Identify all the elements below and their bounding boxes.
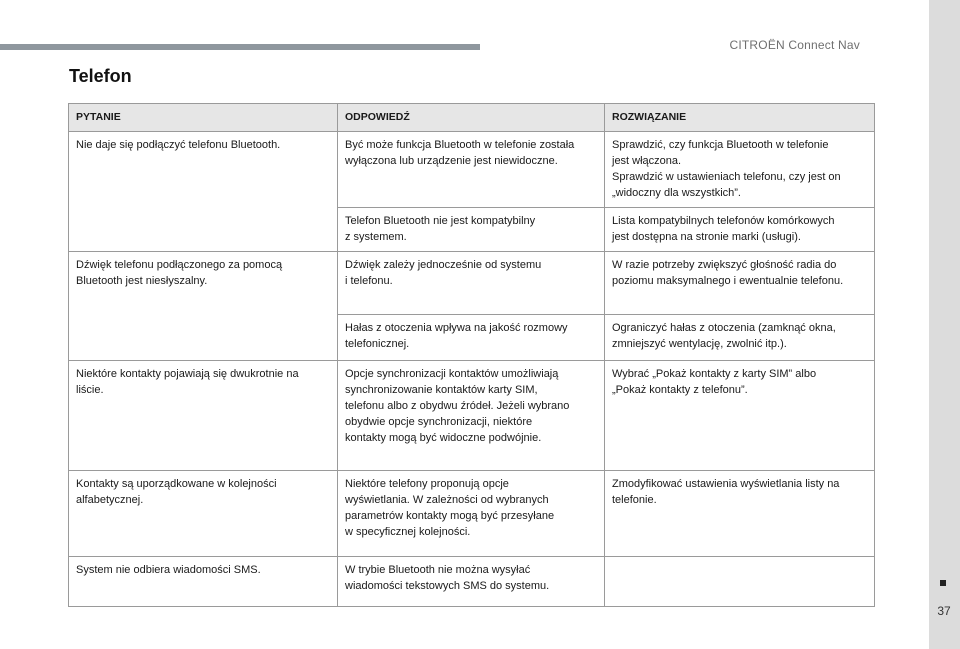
solution-cell bbox=[605, 315, 875, 361]
question-cell bbox=[69, 471, 338, 557]
page-marker-icon bbox=[940, 580, 946, 586]
solution-cell bbox=[605, 252, 875, 315]
question-line: Kontakty są uporządkowane w kolejności bbox=[76, 478, 277, 490]
table-row bbox=[69, 252, 875, 315]
question-line: System nie odbiera wiadomości SMS. bbox=[76, 564, 261, 576]
answer-line: obydwie opcje synchronizacji, niektóre bbox=[345, 416, 533, 428]
solution-line: Sprawdzić w ustawieniach telefonu, czy jest on bbox=[612, 171, 841, 183]
answer-line: z systemem. bbox=[345, 231, 407, 243]
answer-cell bbox=[338, 557, 605, 607]
solution-cell bbox=[605, 471, 875, 557]
solution-line: „widoczny dla wszystkich”. bbox=[612, 187, 741, 199]
solution-cell bbox=[605, 208, 875, 252]
solution-line: „Pokaż kontakty z telefonu”. bbox=[612, 384, 748, 396]
table-row bbox=[69, 132, 875, 208]
side-strip bbox=[929, 0, 960, 649]
question-line: alfabetycznej. bbox=[76, 494, 144, 506]
page-number: 37 bbox=[937, 604, 951, 618]
answer-line: Być może funkcja Bluetooth w telefonie została bbox=[345, 139, 575, 151]
column-header-solution: ROZWIĄZANIE bbox=[605, 104, 875, 132]
answer-line: Hałas z otoczenia wpływa na jakość rozmowy bbox=[345, 322, 568, 334]
answer-line: W trybie Bluetooth nie można wysyłać bbox=[345, 564, 531, 576]
answer-cell bbox=[338, 252, 605, 315]
solution-line: Lista kompatybilnych telefonów komórkowych bbox=[612, 215, 835, 227]
answer-line: wyświetlania. W zależności od wybranych bbox=[345, 494, 549, 506]
answer-line: Telefon Bluetooth nie jest kompatybilny bbox=[345, 215, 536, 227]
question-cell bbox=[69, 361, 338, 471]
solution-line: zmniejszyć wentylację, zwolnić itp.). bbox=[612, 338, 787, 350]
table-row bbox=[69, 557, 875, 607]
table-row bbox=[69, 471, 875, 557]
answer-line: Opcje synchronizacji kontaktów umożliwiają bbox=[345, 368, 559, 380]
solution-line: Sprawdzić, czy funkcja Bluetooth w telefonie bbox=[612, 139, 829, 151]
question-cell bbox=[69, 557, 338, 607]
column-header-answer: ODPOWIEDŹ bbox=[338, 104, 605, 132]
brand-label: CITROËN Connect Nav bbox=[729, 38, 860, 52]
question-line: Bluetooth jest niesłyszalny. bbox=[76, 275, 208, 287]
answer-line: w specyficznej kolejności. bbox=[345, 526, 471, 538]
answer-cell bbox=[338, 208, 605, 252]
solution-cell bbox=[605, 361, 875, 471]
answer-line: kontakty mogą być widoczne podwójnie. bbox=[345, 432, 542, 444]
solution-line: jest włączona. bbox=[612, 155, 682, 167]
page-title: Telefon bbox=[69, 66, 132, 86]
answer-line: telefonicznej. bbox=[345, 338, 410, 350]
answer-line: wiadomości tekstowych SMS do systemu. bbox=[345, 580, 550, 592]
answer-line: Dźwięk zależy jednocześnie od systemu bbox=[345, 259, 542, 271]
solution-line: Zmodyfikować ustawienia wyświetlania listy na bbox=[612, 478, 840, 490]
solution-line: poziomu maksymalnego i ewentualnie telefonu. bbox=[612, 275, 844, 287]
solution-line: Ograniczyć hałas z otoczenia (zamknąć okna, bbox=[612, 322, 836, 334]
answer-line: parametrów kontakty mogą być przesyłane bbox=[345, 510, 555, 522]
solution-line: W razie potrzeby zwiększyć głośność radia do bbox=[612, 259, 837, 271]
question-line: Niektóre kontakty pojawiają się dwukrotnie na bbox=[76, 368, 299, 380]
answer-cell bbox=[338, 315, 605, 361]
answer-line: telefonu albo z obydwu źródeł. Jeżeli wybrano bbox=[345, 400, 570, 412]
solution-cell bbox=[605, 557, 875, 607]
answer-line: synchronizowanie kontaktów karty SIM, bbox=[345, 384, 538, 396]
answer-cell bbox=[338, 132, 605, 208]
answer-line: i telefonu. bbox=[345, 275, 393, 287]
answer-cell bbox=[338, 361, 605, 471]
answer-cell bbox=[338, 471, 605, 557]
table-row bbox=[69, 361, 875, 471]
solution-cell bbox=[605, 132, 875, 208]
table-body bbox=[69, 132, 875, 607]
question-line: Dźwięk telefonu podłączonego za pomocą bbox=[76, 259, 283, 271]
question-line: liście. bbox=[76, 384, 104, 396]
answer-line: wyłączona lub urządzenie jest niewidoczne. bbox=[345, 155, 558, 167]
question-cell bbox=[69, 252, 338, 361]
column-header-question: PYTANIE bbox=[69, 104, 338, 132]
question-cell bbox=[69, 132, 338, 252]
answer-line: Niektóre telefony proponują opcje bbox=[345, 478, 509, 490]
faq-table bbox=[68, 103, 875, 607]
solution-line: telefonie. bbox=[612, 494, 657, 506]
table-header-row bbox=[69, 104, 875, 132]
question-line: Nie daje się podłączyć telefonu Bluetooth. bbox=[76, 139, 281, 151]
solution-line: jest dostępna na stronie marki (usługi). bbox=[612, 231, 801, 243]
solution-line: Wybrać „Pokaż kontakty z karty SIM” albo bbox=[612, 368, 817, 380]
header-rule bbox=[0, 44, 480, 50]
